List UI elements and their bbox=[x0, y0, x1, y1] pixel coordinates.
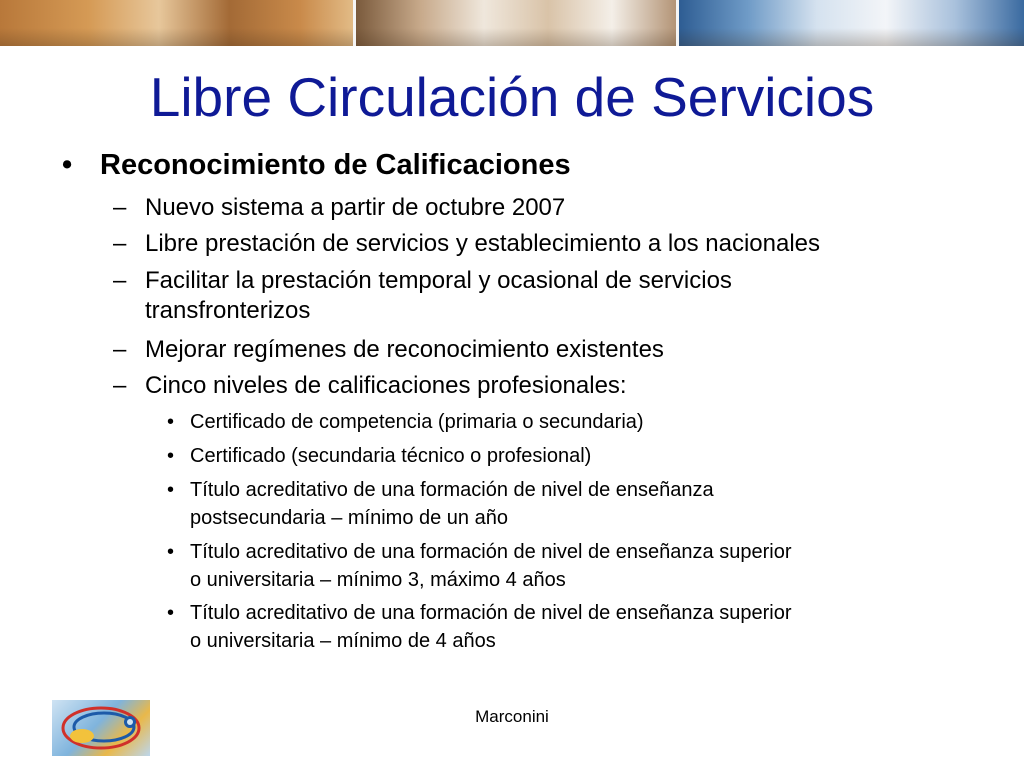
level-bullet bbox=[167, 407, 644, 437]
slide-title: Libre Circulación de Servicios bbox=[149, 66, 875, 128]
small-bullet-marker: • bbox=[167, 541, 175, 563]
sub-bullet-text: Cinco niveles de calificaciones profesionales: bbox=[145, 372, 627, 399]
sub-bullet-text: Nuevo sistema a partir de octubre 2007 bbox=[145, 194, 566, 221]
level-bullet bbox=[167, 537, 791, 567]
level-bullet-text: Título acreditativo de una formación de nivel de enseñanza bbox=[190, 479, 714, 501]
dash-marker: – bbox=[113, 230, 127, 257]
bullet-marker: • bbox=[62, 149, 73, 181]
small-bullet-marker: • bbox=[167, 479, 175, 501]
level-bullet bbox=[167, 598, 791, 628]
sub-bullet bbox=[113, 335, 664, 365]
level-bullet-continuation bbox=[190, 503, 508, 533]
sub-bullet bbox=[113, 193, 565, 223]
sub-bullet-text: transfronterizos bbox=[145, 297, 311, 324]
level-bullet-text: postsecundaria – mínimo de un año bbox=[190, 507, 508, 529]
dash-marker: – bbox=[113, 267, 127, 294]
small-bullet-marker: • bbox=[167, 411, 175, 433]
level-bullet-text: Certificado de competencia (primaria o secundaria) bbox=[190, 411, 644, 433]
sub-bullet-text: Mejorar regímenes de reconocimiento existentes bbox=[145, 336, 664, 363]
footer-author: Marconini bbox=[475, 707, 549, 726]
sub-bullet-text: Facilitar la prestación temporal y ocasional de servicios bbox=[145, 267, 732, 294]
level-bullet-text: o universitaria – mínimo de 4 años bbox=[190, 630, 496, 652]
level-bullet-text: o universitaria – mínimo 3, máximo 4 años bbox=[190, 569, 566, 591]
sub-bullet-continuation bbox=[145, 296, 310, 326]
level-bullet bbox=[167, 441, 591, 471]
dash-marker: – bbox=[113, 372, 127, 399]
bullet-main bbox=[62, 148, 571, 182]
sub-bullet bbox=[113, 229, 820, 259]
level-bullet-text: Título acreditativo de una formación de nivel de enseñanza superior bbox=[190, 602, 792, 624]
sub-bullet-text: Libre prestación de servicios y establecimiento a los nacionales bbox=[145, 230, 821, 257]
level-bullet-text: Título acreditativo de una formación de nivel de enseñanza superior bbox=[190, 541, 792, 563]
level-bullet-text: Certificado (secundaria técnico o profesional) bbox=[190, 445, 592, 467]
level-bullet bbox=[167, 475, 714, 505]
level-bullet-continuation bbox=[190, 565, 566, 595]
small-bullet-marker: • bbox=[167, 445, 175, 467]
dash-marker: – bbox=[113, 194, 127, 221]
sub-bullet bbox=[113, 371, 627, 401]
sub-bullet bbox=[113, 266, 732, 296]
dash-marker: – bbox=[113, 336, 127, 363]
level-bullet-continuation bbox=[190, 626, 496, 656]
small-bullet-marker: • bbox=[167, 602, 175, 624]
bullet-main-text: Reconocimiento de Calificaciones bbox=[100, 149, 571, 181]
